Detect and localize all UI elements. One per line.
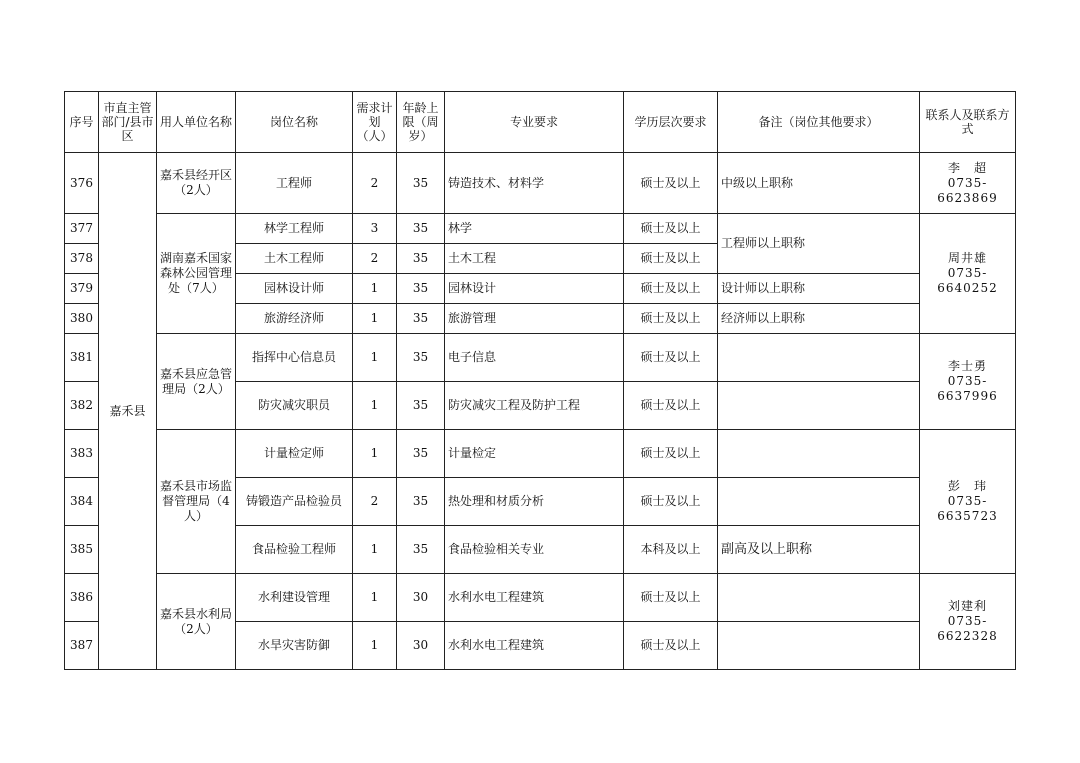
note-cell (718, 334, 920, 382)
note-cell (718, 430, 920, 478)
seq-cell: 377 (65, 214, 99, 244)
post-cell: 水旱灾害防御 (236, 622, 353, 670)
seq-cell: 386 (65, 574, 99, 622)
major-cell: 旅游管理 (445, 304, 624, 334)
header-plan: 需求计划（人） (353, 92, 397, 153)
major-cell: 土木工程 (445, 244, 624, 274)
contact-cell (920, 214, 1016, 334)
note-cell: 工程师以上职称 (718, 214, 920, 274)
header-age: 年龄上限（周岁） (397, 92, 445, 153)
note-cell (718, 382, 920, 430)
header-edu: 学历层次要求 (624, 92, 718, 153)
edu-cell: 硕士及以上 (624, 214, 718, 244)
header-row (65, 92, 1016, 153)
major-cell: 铸造技术、材料学 (445, 153, 624, 214)
recruitment-table-sheet (64, 91, 1016, 670)
contact-phone: 0735-6637996 (937, 374, 998, 403)
header-post: 岗位名称 (236, 92, 353, 153)
contact-name: 彭 玮 (947, 479, 987, 493)
major-cell: 水利水电工程建筑 (445, 574, 624, 622)
seq-cell: 380 (65, 304, 99, 334)
plan-cell: 2 (353, 153, 397, 214)
major-cell: 园林设计 (445, 274, 624, 304)
edu-cell: 硕士及以上 (624, 574, 718, 622)
unit-cell: 湖南嘉禾国家森林公园管理处（7人） (157, 214, 236, 334)
post-cell: 水利建设管理 (236, 574, 353, 622)
note-cell (718, 574, 920, 622)
plan-cell: 2 (353, 478, 397, 526)
contact-phone: 0735-6635723 (937, 494, 998, 523)
county-cell: 嘉禾县 (99, 153, 157, 670)
major-cell: 水利水电工程建筑 (445, 622, 624, 670)
plan-cell: 1 (353, 274, 397, 304)
edu-cell: 硕士及以上 (624, 153, 718, 214)
seq-cell: 384 (65, 478, 99, 526)
plan-cell: 1 (353, 382, 397, 430)
note-cell: 经济师以上职称 (718, 304, 920, 334)
major-cell: 计量检定 (445, 430, 624, 478)
header-unit: 用人单位名称 (157, 92, 236, 153)
table-row (65, 334, 1016, 382)
post-cell: 林学工程师 (236, 214, 353, 244)
header-note: 备注（岗位其他要求） (718, 92, 920, 153)
major-cell: 食品检验相关专业 (445, 526, 624, 574)
table-row (65, 430, 1016, 478)
seq-cell: 379 (65, 274, 99, 304)
seq-cell: 381 (65, 334, 99, 382)
post-cell: 防灾减灾职员 (236, 382, 353, 430)
age-cell: 30 (397, 574, 445, 622)
edu-cell: 硕士及以上 (624, 478, 718, 526)
edu-cell: 硕士及以上 (624, 244, 718, 274)
plan-cell: 1 (353, 430, 397, 478)
contact-cell (920, 430, 1016, 574)
edu-cell: 硕士及以上 (624, 430, 718, 478)
plan-cell: 1 (353, 334, 397, 382)
contact-phone: 0735-6640252 (937, 266, 998, 295)
table-row (65, 214, 1016, 244)
contact-phone: 0735-6623869 (937, 175, 998, 205)
table-row (65, 574, 1016, 622)
note-cell (718, 622, 920, 670)
plan-cell: 3 (353, 214, 397, 244)
age-cell: 35 (397, 430, 445, 478)
major-cell: 防灾减灾工程及防护工程 (445, 382, 624, 430)
age-cell: 35 (397, 214, 445, 244)
seq-cell: 378 (65, 244, 99, 274)
post-cell: 铸锻造产品检验员 (236, 478, 353, 526)
age-cell: 30 (397, 622, 445, 670)
edu-cell: 硕士及以上 (624, 622, 718, 670)
post-cell: 食品检验工程师 (236, 526, 353, 574)
major-cell: 林学 (445, 214, 624, 244)
age-cell: 35 (397, 334, 445, 382)
note-cell (718, 478, 920, 526)
unit-cell: 嘉禾县应急管理局（2人） (157, 334, 236, 430)
unit-cell: 嘉禾县水利局（2人） (157, 574, 236, 670)
edu-cell: 本科及以上 (624, 526, 718, 574)
edu-cell: 硕士及以上 (624, 304, 718, 334)
age-cell: 35 (397, 478, 445, 526)
seq-cell: 385 (65, 526, 99, 574)
contact-name: 刘建利 (947, 599, 987, 613)
contact-name: 周井雄 (947, 251, 987, 265)
header-dept: 市直主管部门/县市区 (99, 92, 157, 153)
plan-cell: 1 (353, 574, 397, 622)
unit-cell: 嘉禾县经开区（2人） (157, 153, 236, 214)
age-cell: 35 (397, 244, 445, 274)
age-cell: 35 (397, 382, 445, 430)
post-cell: 旅游经济师 (236, 304, 353, 334)
post-cell: 工程师 (236, 153, 353, 214)
contact-cell (920, 334, 1016, 430)
post-cell: 土木工程师 (236, 244, 353, 274)
note-cell: 设计师以上职称 (718, 274, 920, 304)
seq-cell: 382 (65, 382, 99, 430)
post-cell: 指挥中心信息员 (236, 334, 353, 382)
edu-cell: 硕士及以上 (624, 334, 718, 382)
edu-cell: 硕士及以上 (624, 274, 718, 304)
table-row (65, 153, 1016, 214)
unit-cell: 嘉禾县市场监督管理局（4人） (157, 430, 236, 574)
age-cell: 35 (397, 304, 445, 334)
note-cell: 副高及以上职称 (718, 526, 920, 574)
plan-cell: 1 (353, 622, 397, 670)
plan-cell: 1 (353, 304, 397, 334)
plan-cell: 2 (353, 244, 397, 274)
plan-cell: 1 (353, 526, 397, 574)
seq-cell: 376 (65, 153, 99, 214)
contact-cell (920, 574, 1016, 670)
post-cell: 园林设计师 (236, 274, 353, 304)
age-cell: 35 (397, 153, 445, 214)
recruitment-table (64, 91, 1016, 670)
age-cell: 35 (397, 274, 445, 304)
header-seq: 序号 (65, 92, 99, 153)
header-major: 专业要求 (445, 92, 624, 153)
note-cell: 中级以上职称 (718, 153, 920, 214)
contact-cell (920, 153, 1016, 214)
contact-name: 李 超 (947, 160, 987, 175)
seq-cell: 383 (65, 430, 99, 478)
seq-cell: 387 (65, 622, 99, 670)
age-cell: 35 (397, 526, 445, 574)
header-contact: 联系人及联系方式 (920, 92, 1016, 153)
contact-phone: 0735-6622328 (937, 614, 998, 643)
post-cell: 计量检定师 (236, 430, 353, 478)
major-cell: 电子信息 (445, 334, 624, 382)
contact-name: 李士勇 (947, 359, 987, 373)
major-cell: 热处理和材质分析 (445, 478, 624, 526)
edu-cell: 硕士及以上 (624, 382, 718, 430)
